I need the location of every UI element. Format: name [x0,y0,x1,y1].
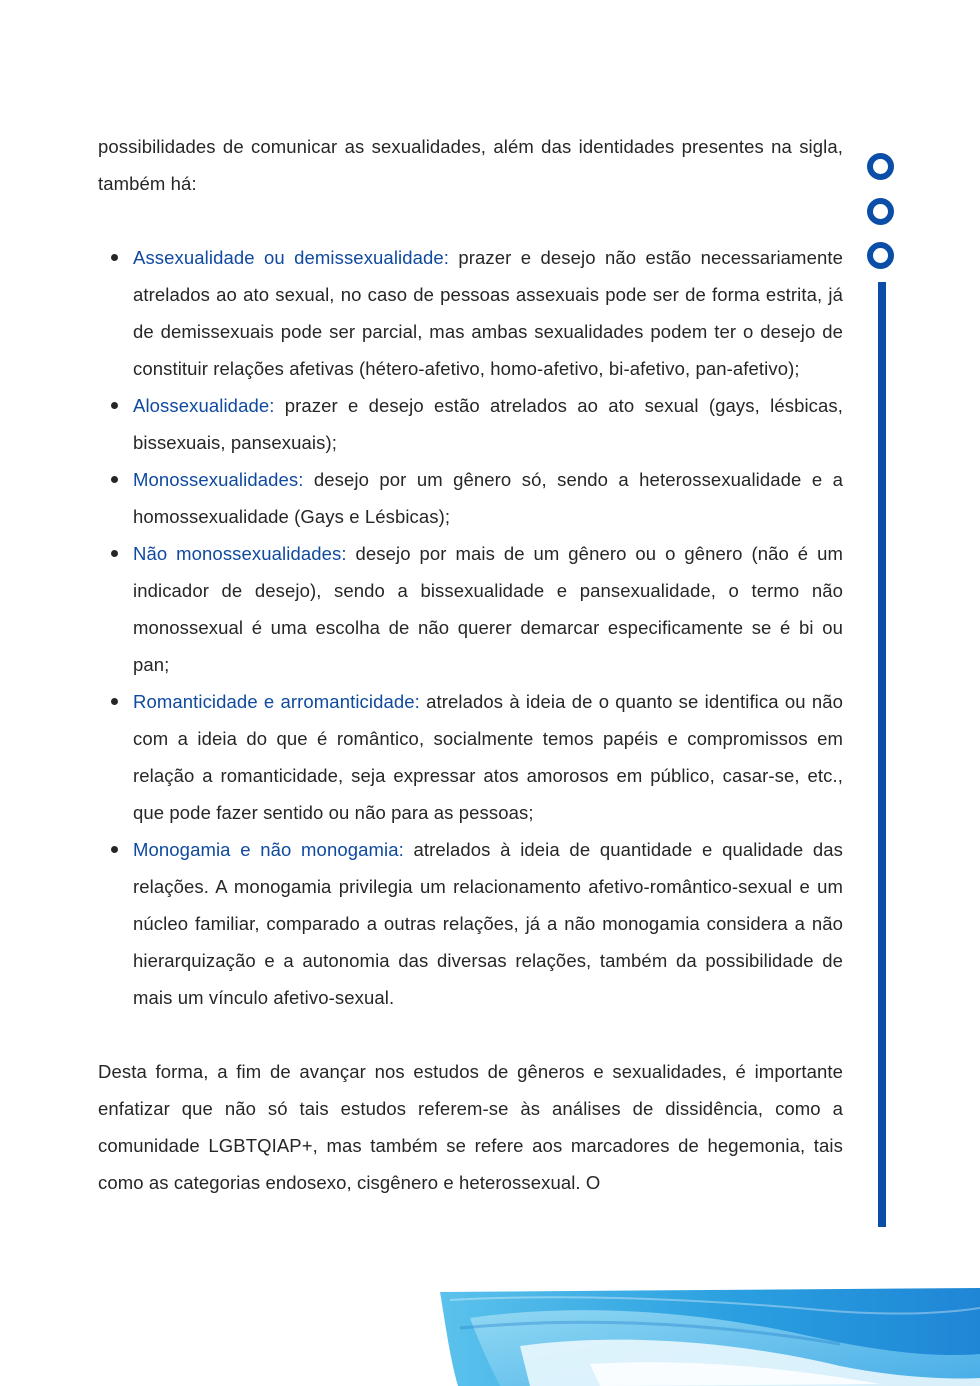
list-item-term: Assexualidade ou demissexualidade [133,247,444,268]
list-item-separator: : [414,691,420,712]
list-item [133,683,843,831]
list-item-separator: : [443,247,450,268]
ring-ornament-icon [867,242,894,269]
list-item-separator: : [341,543,347,564]
vertical-accent-bar [878,282,886,1227]
ring-ornament-icon [867,153,894,180]
watercolor-decoration [440,1288,980,1386]
bullet-icon [111,698,118,705]
body-text [98,128,843,1201]
list-item-term: Alossexualidade [133,395,270,416]
bullet-icon [111,476,118,483]
list-item-text: prazer e desejo estão atrelados ao ato sexual (gays, lésbicas, bissexuais, pansexuais); [133,395,843,453]
closing-paragraph: Desta forma, a fim de avançar nos estudos de gêneros e sexualidades, é importante enfatizar que não só tais estudos referem-se às análises de dissidência, como a comunidade LGBTQIAP+, mas também se refere aos marcadores de hegemonia, tais como as categorias endosexo, cisgênero e heterossexual. O [98,1061,843,1193]
bullet-icon [111,846,118,853]
list-item-separator: : [269,395,275,416]
list-item-term: Romanticidade e arromanticidade [133,691,415,712]
list-item [133,535,843,683]
list-item-separator: : [398,839,404,860]
ring-ornament-icon [867,198,894,225]
list-item-text: desejo por mais de um gênero ou o gênero (não é um indicador de desejo), sendo a bissexualidade e pansexualidade, o termo não monossexual é uma escolha de não querer demarcar especificamente se é bi ou pan; [133,543,843,675]
list-item [133,461,843,535]
watercolor-wave-icon [440,1288,980,1386]
list-item-text: prazer e desejo não estão necessariamente atrelados ao ato sexual, no caso de pessoas assexuais pode ser de forma estrita, já de demissexuais pode ser parcial, mas ambas sexualidades podem ter o desejo de constituir relações afetivas (hétero-afetivo, homo-afetivo, bi-afetivo, pan-afetivo); [133,247,843,379]
bullet-icon [111,550,118,557]
list-item-text: atrelados à ideia de quantidade e qualidade das relações. A monogamia privilegia um relacionamento afetivo-romântico-sexual e um núcleo familiar, comparado a outras relações, já a não monogamia considera a não hierarquização e a autonomia das diversas relações, também da possibilidade de mais um vínculo afetivo-sexual. [133,839,843,1008]
list-item [133,387,843,461]
list-item-text: desejo por um gênero só, sendo a heterossexualidade e a homossexualidade (Gays e Lésbicas); [133,469,843,527]
bullet-icon [111,402,118,409]
list-item-term: Monossexualidades [133,469,299,490]
list-item [133,831,843,1016]
list-item-separator: : [298,469,304,490]
bullet-icon [111,254,118,261]
list-item-term: Monogamia e não monogamia [133,839,399,860]
list-item [133,239,843,387]
sexualities-list [98,239,843,1016]
list-item-term: Não monossexualidades [133,543,342,564]
list-item-text: atrelados à ideia de o quanto se identifica ou não com a ideia do que é romântico, socialmente temos papéis e compromissos em relação a romanticidade, seja expressar atos amorosos em público, casar-se, etc., que pode fazer sentido ou não para as pessoas; [133,691,843,823]
intro-paragraph: possibilidades de comunicar as sexualidades, além das identidades presentes na sigla, também há: [98,136,843,194]
